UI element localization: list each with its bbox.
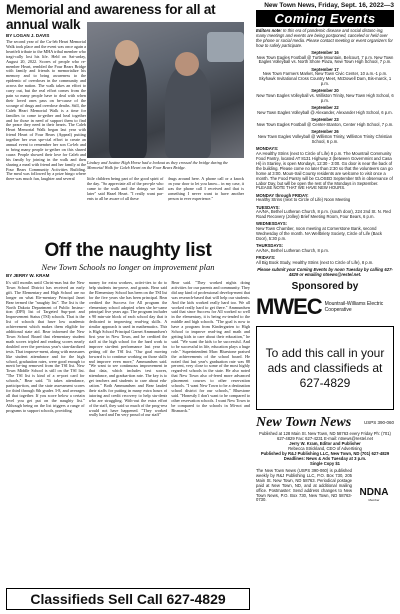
sponsor-logo-mark: MWEC <box>256 294 322 320</box>
event-item: September 26 New Town Eagles Volleyball @ Williston Trinity, Williston Trinity Christian School, 6 p.m. <box>257 129 393 145</box>
page-header: New Town News, Friday, Sept. 16, 2022—3 <box>264 2 394 9</box>
article1-column-2: little children being part of the good spirit of the day. "So appreciate all of the peo-ple who came to the walk and the doings we had later" said Hazel Heart. "I really want par-ents to all be aware of all these <box>87 177 164 201</box>
recurring-item: FRIDAYS: All Big Book Study, Healthy Strins (next to Circle of Life), 8 p.m. <box>256 255 374 266</box>
recurring-item: MONDAY through FRIDAY: Healthy Strins (next to Circle of Life) Noon Meeting <box>256 192 351 203</box>
article2-column-1: It's still months until Christ-mas but the New Town School District has received an early gift. The Elementary and High School are no longer on what Ele-mentary Principal Janet Bear termed the "naughty list". The list is the North Dakota Department of Public Instruc-tion (DPI) list of Targeted Sup-port and Improvement Status (TSI) schools. That is the list of schools that have low academic achievement which makes them eligible for additional state aid. Bear informed the New Town School Board that elementary student math scores tripled and reading scores nearly doubled over the previous year's stan-dardized tests. That improve-ment, along with measures like student attendance and for the high school, graduation rates, were good enough to merit be-ing removed from the TSI list. New Town Middle School is still on the TSI list. "The TSI list is kind of a re-port card for schools," Bear said. "It takes attendance, participa-tion, and the state assessment scores for third through 8th grades 3-8, and averages all that together. If you score below a certain level you get put on the naughty list." Although being on the list triggers a range of programs to support schools, providing <box>6 281 85 413</box>
events-list <box>256 51 394 278</box>
coming-events-banner: Coming Events <box>256 10 394 27</box>
classifieds-ad: Classifieds Sell Call 627-4829 <box>6 588 250 610</box>
article1-column-1: The second year of the Cu-leb Heart Memorial Walk took place and the event was once again a heartfelt tribute to the MHA tribal member who tragi-cally lost his life. Held on Sat-urday, August 20, 2022. Scores of people who re-member Heart, rembled the Four Bears Bridge with family and friends to memorialize his memory and to bring awareness to the epidemic of overdoses in the community and across the nation. The walk takes an effort to carry out, but the real effort comes from the pain so many people have to deal with when their loved ones pass on be-cause of the scourge of drugs and overdose deaths. Still, the Caleb Heart Memorial Walk is a time for families to come to-gether and heal together and for those in need of support them to find the peace they need in their hearts. The Caleb Heart Memorial Walk began last year with friend Heart of Four Bears (Appeal) putting together her own spe-cial effort to create an annual event to remember her son Ca-leb and to bring many people to-gether on this shared cause. People showed their love for Caleb and his family by joining in the walk and then sharing a meal with friend and her family at the Four Bears Community Activities Building. The meal was followed by a prize bingo where there was much fun, laughter and several <box>6 40 86 182</box>
event-item: September 23 New Town Eagles Football @ Center-Stanton, Center High School, 7 p.m. <box>256 117 394 128</box>
submit-note: Please submit your Coming Events by noon Tuesday by calling 627-4829 or emailing ntnews@restel.net. <box>257 267 393 278</box>
recurring-item: MONDAYS: AA Healthy Strins (next to Circle of Life) 8 p.m. The Mountrail Community Food Pantry, located AT 8131 Highway 2 (between Governmint and Casa Hi) in Stanley, is open Mondays, 12:30 - 3:00. Go door is near the back of the building. Please come no later than 2:30 so that the volunteers can go home at 3:00. Moun-trail County residents are welcome to visit once a month. The Food Pantry will be CLOSED September 5th in observance of Labor Day, but will be open the rest of the Mondays in September. PLEASE NOTE THAT WE HAVE NEW HOURS. <box>256 146 393 191</box>
article2-column-3: Bear said. "They worked nights doing activities for our parents and community. They did any kind of professional develop-ment that was research-based that will help our students. And the kids worked really hard too. We all worked really hard to get there." Ammundsen said that since Success for All worked so well in the elementary, it is being ex-tended to the middle and high schools. "The goal is now to have a program from Kindergarten to High School to improve read-ing and math and getting kids to care about their education," he said. "We want the kids to be successful. And to be successful in life, education plays a huge role." Superintendent Marc Bluestone praised the achievements of the school board. He noted that last year's graduation rate was 88 percent, very close to some of the most highly regard-ed schools in the state. He also noted that New Town also of-fered more advanced placement courses to other reservation schools. "I want New Town to be a destination school district for our schools," Bluestone said. "Honestly I don't want to be compared to other reservation schools. I want New Town to be compared to the schools in Mi-not and Bismarck." <box>171 281 251 413</box>
article1-byline: BY LOGAN J. DAVIS <box>6 33 50 38</box>
event-item: September 22 New Town Eagles Volleyball @ Alexander, Alexander High School, 6 p.m. <box>257 105 393 116</box>
editors-note <box>256 29 394 49</box>
event-item: September 20 New Town Eagles Volleyball vs. Williston Trinity, New Town High School, 6 p.m. <box>256 88 394 104</box>
article2-byline: BY JERRY W. KRAM <box>6 273 50 278</box>
masthead-name: New Town News <box>256 415 352 431</box>
editors-note-text: In this era of pandemic disease and social distanc-ing, many meetings and events are being postponed, canceled or held over the phone or social media. Please contact meeting or event organizers for how to safely participate. <box>256 28 393 48</box>
masthead-usps: USPS 390-060 <box>363 420 394 426</box>
sponsored-heading: Sponsored by <box>291 281 359 293</box>
sponsor-logo <box>256 294 394 320</box>
publication-notice: The New Town News (USPS 390-060) is published weekly by R&J Publishing LLC, P.O. Box 730, 205 Main St. New Town, ND 58763. Periodical postage paid at New Town, ND, and at additional mailing office. Postmaster: Send address changes to New Town News, P.O. Box 730, New Town, ND 58763-0730. <box>256 468 352 503</box>
recurring-item: THURSDAYS: AA/NA, Bethel Lutheran Church, 8 p.m. <box>256 243 330 254</box>
ndna-logo: NDNA Member <box>359 486 389 502</box>
article2-headline: Off the naughty list <box>44 240 212 261</box>
ad-callout-box: To add this call in your ads and classifieds at 627-4829 <box>256 326 394 410</box>
article2-subheadline: New Town Schools no longer on improvement plan <box>41 262 215 272</box>
event-item: September 17 New Town Farmers Market, New Town Civic Center, 10 a.m.-1 p.m. Skyhawk Invitational Cross Country Meet, McDowell Dam, Bis-marck, 1 p.m. <box>258 66 392 87</box>
article1-column-3: drugs around here. A phone call or a knock on your door to let you know... in my case, it was the phone call I received and that is something I never want to have another person to ever experience." <box>167 177 244 201</box>
sponsor-logo-text: Mountrail-Williams Electric Cooperative <box>324 301 384 314</box>
right-column <box>256 10 394 503</box>
masthead <box>256 416 394 429</box>
recurring-item: WEDNESDAYS: New Town Chamber, noon meeting at Cornerstone Bank, second Wednesday of the month. NA Wellbriety Society, Circle of Life (Back Door), 5:30 p.m. <box>256 221 382 242</box>
event-item: September 16 New Town Eagles Football @ Turtle Mountain, Belcourt, 7 p.m. New Town Eagles Volleyball vs. North Shore Plaza, New Town High School, 7 p.m. <box>256 49 394 65</box>
editors-note-label: Editors note: <box>256 28 282 33</box>
publication-info: Published at 128 Main St. New Town, ND 58763 every Friday Ph: (701) 627-4829 Fax: 627-4231 E-mail: ntnews@restel.net Jerry W. Kram, Editor and Publisher Rebecca Strickland, CEO of Advertising Published by R&J Publishing LLC, New Town, ND (701) 627-4829 Deadlines: News & Ads Tuesday at 3 p.m. Single Copy $1 <box>259 431 391 467</box>
recurring-item: TUESDAYS: AA/NA, Bethel Lutheran Church, 8 p.m. (south door), 224 2nd St. N. Red Road Recovery (Jolley) Brief Meeting Room, Four Bears, 6 p.m. <box>256 204 391 220</box>
article1-headline: Memorial and awareness for all at annual walk <box>6 2 216 32</box>
article2-column-2: money for extra workers, activi-ties to do to help students im-prove, and grants. Bear said the Elementary School has been on the TSI list for the five years she has been principal. Bear credited the Success for All program the elementary school adopted when she be-came principal five years ago. The program includes a 90 min-ute block of each school day that is dedicated to improving read-ing skills. A similar approach is used in mathematics. This is High School Principal Garnet Ammundsen's first year in New Town, and he credited the staff at the high school for the hard work to improve stu-dent performance last year for getting off the TSI list. "Our goal moving forward is to continue working on those skills and improve even more," Ammundsen said. "We want to see continuous improvement in that data, which includes test scores, attendance, and gradua-tion rate. The key is to get teachers and students to care about edu-cation." Both Ammundsen and Bear lauded their staffs for putting in many extra hours of tutoring and credit recovery to help stu-dents who are struggling. With-out the extra effort of the staff, they said so much of the prog-ress would not have happened. "They worked really hard and I'm very proud of our staff" <box>88 281 168 418</box>
article1-photo <box>87 22 244 158</box>
article1-photo-caption: Lindsey and Justine High Horse had a lookout as they crossed the bridge during the Memorial Walk for Caleb Heart on the Four Bears Bridge. <box>87 160 229 170</box>
article-naughty-list <box>6 241 250 614</box>
